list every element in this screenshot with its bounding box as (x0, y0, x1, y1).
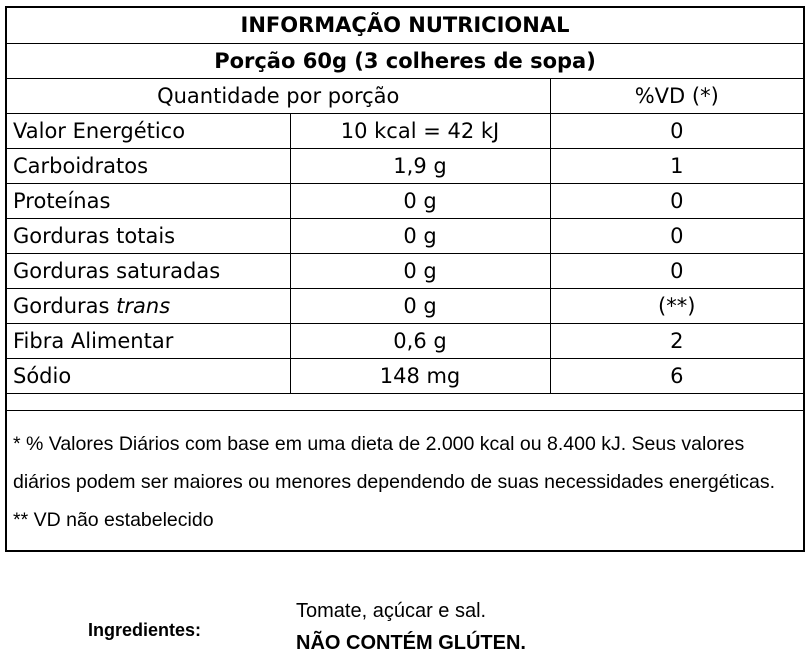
nutrient-vd: 0 (550, 183, 803, 218)
nutrient-vd: 0 (550, 113, 803, 148)
nutrition-facts-table (5, 6, 805, 552)
nutrient-vd: 0 (550, 253, 803, 288)
nutrient-amount: 0 g (290, 253, 550, 288)
nutrient-amount: 148 mg (290, 358, 550, 393)
portion-size: Porção 60g (3 colheres de sopa) (7, 43, 803, 78)
ingredients-list: Tomate, açúcar e sal. (296, 600, 487, 622)
nutrient-name: Carboidratos (7, 148, 290, 183)
table-row (7, 323, 803, 358)
nutrient-name: Gorduras totais (7, 218, 290, 253)
nutrient-name: Gorduras saturadas (7, 253, 290, 288)
header-row (7, 78, 803, 113)
header-vd: %VD (*) (550, 78, 803, 113)
portion-row (7, 43, 803, 78)
nutrient-amount: 10 kcal = 42 kJ (290, 113, 550, 148)
nutrient-vd: (**) (550, 288, 803, 323)
table-row (7, 253, 803, 288)
table-title: INFORMAÇÃO NUTRICIONAL (7, 8, 803, 43)
table-row (7, 183, 803, 218)
nutrient-vd: 1 (550, 148, 803, 183)
table-row (7, 113, 803, 148)
nutrient-name: Fibra Alimentar (7, 323, 290, 358)
nutrient-vd: 2 (550, 323, 803, 358)
table-row (7, 288, 803, 323)
nutrient-vd: 0 (550, 218, 803, 253)
title-row (7, 8, 803, 43)
nutrition-table (7, 8, 803, 394)
nutrient-amount: 0 g (290, 183, 550, 218)
ingredients-label: Ingredientes: (88, 620, 202, 640)
nutrient-name: Gorduras trans (7, 288, 290, 323)
nutrient-name: Sódio (7, 358, 290, 393)
nutrient-amount: 0 g (290, 288, 550, 323)
nutrient-name: Valor Energético (7, 113, 290, 148)
table-row (7, 358, 803, 393)
header-quantity: Quantidade por porção (7, 78, 550, 113)
table-row (7, 148, 803, 183)
daily-values-footnote: * % Valores Diários com base em uma dieta de 2.000 kcal ou 8.400 kJ. Seus valores diários podem ser maiores ou menores dependendo de suas necessidades energéticas. ** VD não estabelecido (7, 410, 803, 539)
nutrient-vd: 6 (550, 358, 803, 393)
gluten-notice: NÃO CONTÉM GLÚTEN. (296, 632, 526, 654)
nutrient-amount: 1,9 g (290, 148, 550, 183)
nutrient-amount: 0,6 g (290, 323, 550, 358)
table-row (7, 218, 803, 253)
nutrient-amount: 0 g (290, 218, 550, 253)
nutrient-name: Proteínas (7, 183, 290, 218)
ingredients-block (296, 595, 526, 659)
